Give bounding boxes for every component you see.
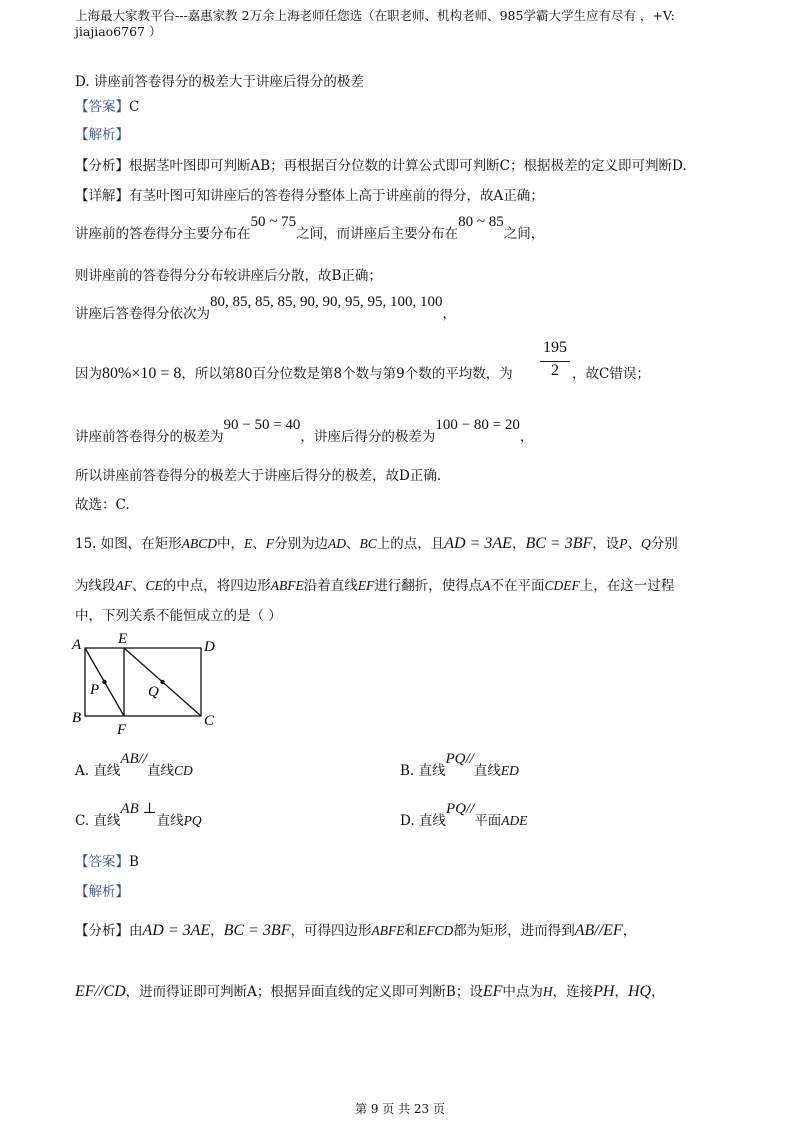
q15-stem-line-1: 15. 如图，在矩形ABCD中，E、F分别为边AD、BC上的点，且AD = 3AE，BC = 3BF，设P、Q分别 bbox=[75, 535, 678, 552]
label-f: F bbox=[117, 722, 127, 738]
analysis-tag: 【解析】 bbox=[75, 127, 129, 143]
math-range-2: 80 ~ 85 bbox=[458, 214, 504, 230]
answer-value: C bbox=[129, 99, 140, 115]
q14-fenxi: 【分析】根据茎叶图即可判断AB；再根据百分位数的计算公式即可判断C；根据极差的定义即可判断D. bbox=[75, 158, 687, 174]
q14-xiangjie-1: 【详解】有茎叶图可知讲座后的答卷得分整体上高于讲座前的得分，故A正确； bbox=[75, 188, 544, 204]
q14-xiangjie-5-end: ，故C错误； bbox=[572, 366, 650, 382]
q15-option-d: D. 直线PQ//平面ADE bbox=[400, 801, 528, 829]
q14-xiangjie-2: 讲座前的答卷得分主要分布在50 ~ 75之间，而讲座后主要分布在80 ~ 85之间， bbox=[75, 214, 545, 242]
label-q: Q bbox=[148, 684, 159, 700]
answer-tag: 【答案】 bbox=[75, 854, 129, 870]
xiangjie-tag: 【详解】 bbox=[75, 188, 129, 204]
math-range-1: 50 ~ 75 bbox=[250, 214, 297, 230]
label-d: D bbox=[204, 639, 215, 655]
q15-stem-line-2: 为线段AF、CE的中点，将四边形ABFE沿着直线EF进行翻折，使得点A不在平面CDEF上，在这一过程 bbox=[75, 578, 675, 594]
q14-option-d: D. 讲座前答卷得分的极差大于讲座后得分的极差 bbox=[75, 74, 364, 90]
fenxi-tag: 【分析】 bbox=[75, 158, 129, 174]
q15-stem-line-3: 中，下列关系不能恒成立的是（ ） bbox=[75, 608, 282, 624]
math-range-after: 100 − 80 = 20 bbox=[435, 417, 520, 433]
q14-xiangjie-5: 因为80%×10 = 8，所以第80百分位数是第8个数与第9个数的平均数，为 bbox=[75, 365, 513, 382]
math-range-before: 90 − 50 = 40 bbox=[223, 417, 301, 433]
label-b: B bbox=[72, 710, 82, 726]
q15-option-a: A. 直线AB//直线CD bbox=[75, 751, 193, 779]
page-number: 第 9 页 共 23 页 bbox=[355, 1102, 445, 1116]
q14-xiangjie-6: 讲座前答卷得分的极差为90 − 50 = 40，讲座后得分的极差为100 − 80 = 20， bbox=[75, 417, 534, 445]
q15-fenxi-line-2: EF//CD，进而得证即可判断A；根据异面直线的定义即可判断B；设EF中点为H，连接PH，HQ， bbox=[75, 983, 665, 1000]
q15-answer-line bbox=[75, 850, 139, 870]
label-e: E bbox=[118, 631, 128, 647]
point-q bbox=[160, 680, 164, 684]
q14-answer-line bbox=[75, 95, 139, 115]
q14-xiangjie-4: 讲座后答卷得分依次为80, 85, 85, 85, 90, 90, 95, 95, 100, 100， bbox=[75, 294, 456, 322]
analysis-tag-q15: 【解析】 bbox=[75, 884, 129, 900]
rectangle-figure bbox=[68, 630, 228, 740]
label-a: A bbox=[72, 637, 82, 653]
answer-value: B bbox=[129, 854, 139, 870]
label-p: P bbox=[90, 682, 100, 698]
point-p bbox=[102, 680, 106, 684]
label-c: C bbox=[204, 713, 215, 729]
header-line-2: jiajiao6767 ） bbox=[75, 24, 162, 39]
answer-tag: 【答案】 bbox=[75, 99, 129, 115]
fraction-denominator: 2 bbox=[551, 362, 559, 379]
q15-fenxi-line-1: 【分析】由AD = 3AE，BC = 3BF，可得四边形ABFE和EFCD都为矩形，进而得到AB//EF， bbox=[75, 922, 637, 939]
math-percentile: 80%×10 = 8 bbox=[102, 365, 182, 382]
q15-option-c: C. 直线AB ⊥直线PQ bbox=[75, 801, 202, 829]
math-score-list: 80, 85, 85, 85, 90, 90, 95, 95, 100, 100 bbox=[210, 294, 443, 310]
header-line-1: 上海最大家教平台---嘉惠家教 2万余上海老师任您选（在职老师、机构老师、985学霸大学生应有尽有 ，+V: bbox=[75, 8, 675, 23]
q14-xiangjie-3: 则讲座前的答卷得分分布较讲座后分散，故B正确； bbox=[75, 268, 382, 284]
q14-xiangjie-8: 故选：C. bbox=[75, 497, 130, 513]
q15-option-b: B. 直线PQ//直线ED bbox=[400, 751, 519, 779]
fraction-numerator: 195 bbox=[543, 339, 567, 356]
q14-xiangjie-7: 所以讲座前答卷得分的极差大于讲座后得分的极差，故D正确. bbox=[75, 468, 442, 484]
